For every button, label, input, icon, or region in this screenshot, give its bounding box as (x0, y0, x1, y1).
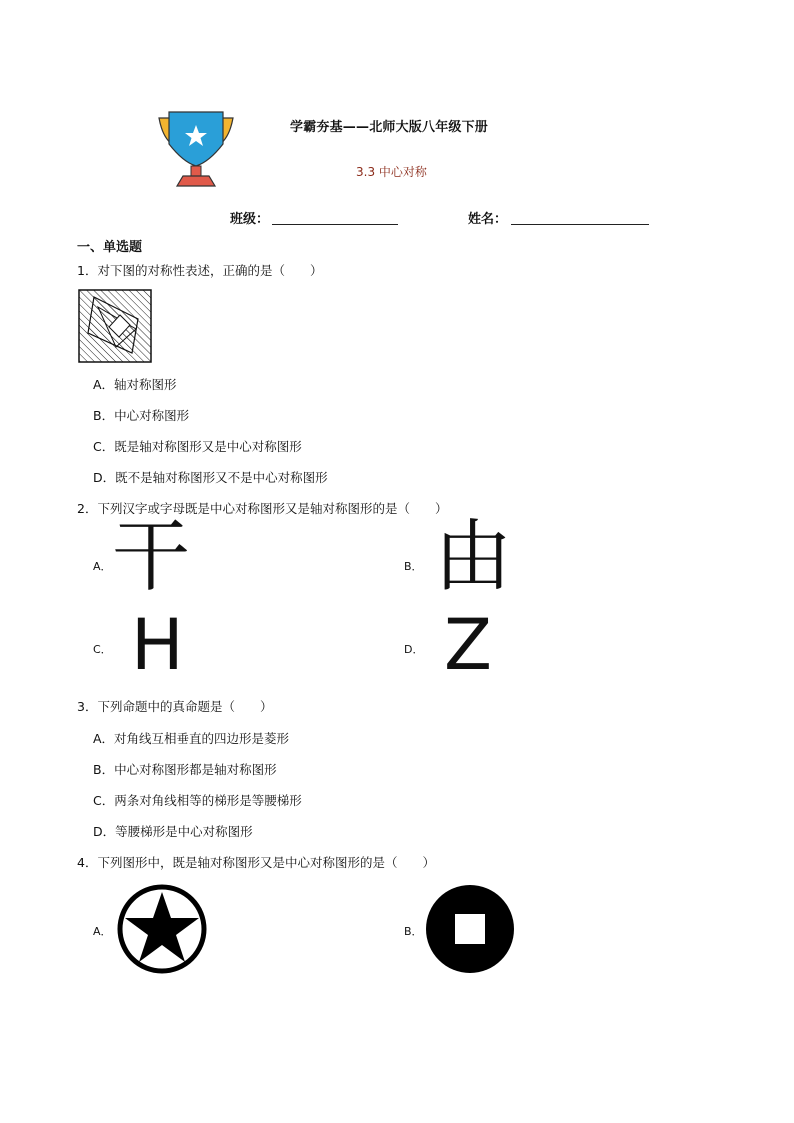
trophy-logo-icon (153, 110, 239, 188)
question-1-stem: 1．对下图的对称性表述，正确的是（ ） (77, 263, 323, 278)
question-3-option-b[interactable]: B．中心对称图形都是轴对称图形 (93, 762, 277, 777)
lesson-subtitle: 3.3 中心对称 (356, 165, 427, 179)
section-title: 一、单选题 (77, 240, 143, 255)
question-1-option-a[interactable]: A．轴对称图形 (93, 377, 177, 392)
question-3-option-a[interactable]: A．对角线互相垂直的四边形是菱形 (93, 731, 290, 746)
question-2-glyph-a: 干 (112, 512, 191, 602)
question-4-stem: 4．下列图形中，既是轴对称图形又是中心对称图形的是（ ） (77, 855, 435, 870)
question-2-option-b[interactable]: B． (404, 560, 423, 573)
question-2-glyph-c: H (131, 604, 184, 686)
question-4-option-b[interactable]: B． (404, 925, 423, 938)
question-2-option-c[interactable]: C． (93, 643, 112, 656)
question-4-figure-a-star-in-ring (117, 884, 207, 974)
question-3-option-d[interactable]: D．等腰梯形是中心对称图形 (93, 824, 253, 839)
question-2-stem: 2．下列汉字或字母既是中心对称图形又是轴对称图形的是（ ） (77, 501, 448, 516)
question-1-option-d[interactable]: D．既不是轴对称图形又不是中心对称图形 (93, 470, 328, 485)
name-field[interactable] (511, 210, 649, 225)
class-label: 班级： (230, 212, 270, 227)
question-4-figure-b-square-hole-coin (425, 884, 515, 974)
question-3-stem: 3．下列命题中的真命题是（ ） (77, 699, 273, 714)
question-3-option-c[interactable]: C．两条对角线相等的梯形是等腰梯形 (93, 793, 302, 808)
question-1-figure (78, 289, 152, 363)
page-title: 学霸夯基——北师大版八年级下册 (290, 120, 489, 135)
question-2-glyph-b: 由 (434, 512, 513, 602)
question-4-option-a[interactable]: A． (93, 925, 112, 938)
question-2-glyph-d: Z (444, 604, 492, 686)
name-label: 姓名： (468, 212, 508, 227)
question-1-option-c[interactable]: C．既是轴对称图形又是中心对称图形 (93, 439, 302, 454)
question-2-option-a[interactable]: A． (93, 560, 112, 573)
class-field[interactable] (272, 210, 398, 225)
question-1-option-b[interactable]: B．中心对称图形 (93, 408, 190, 423)
question-2-option-d[interactable]: D． (404, 643, 424, 656)
